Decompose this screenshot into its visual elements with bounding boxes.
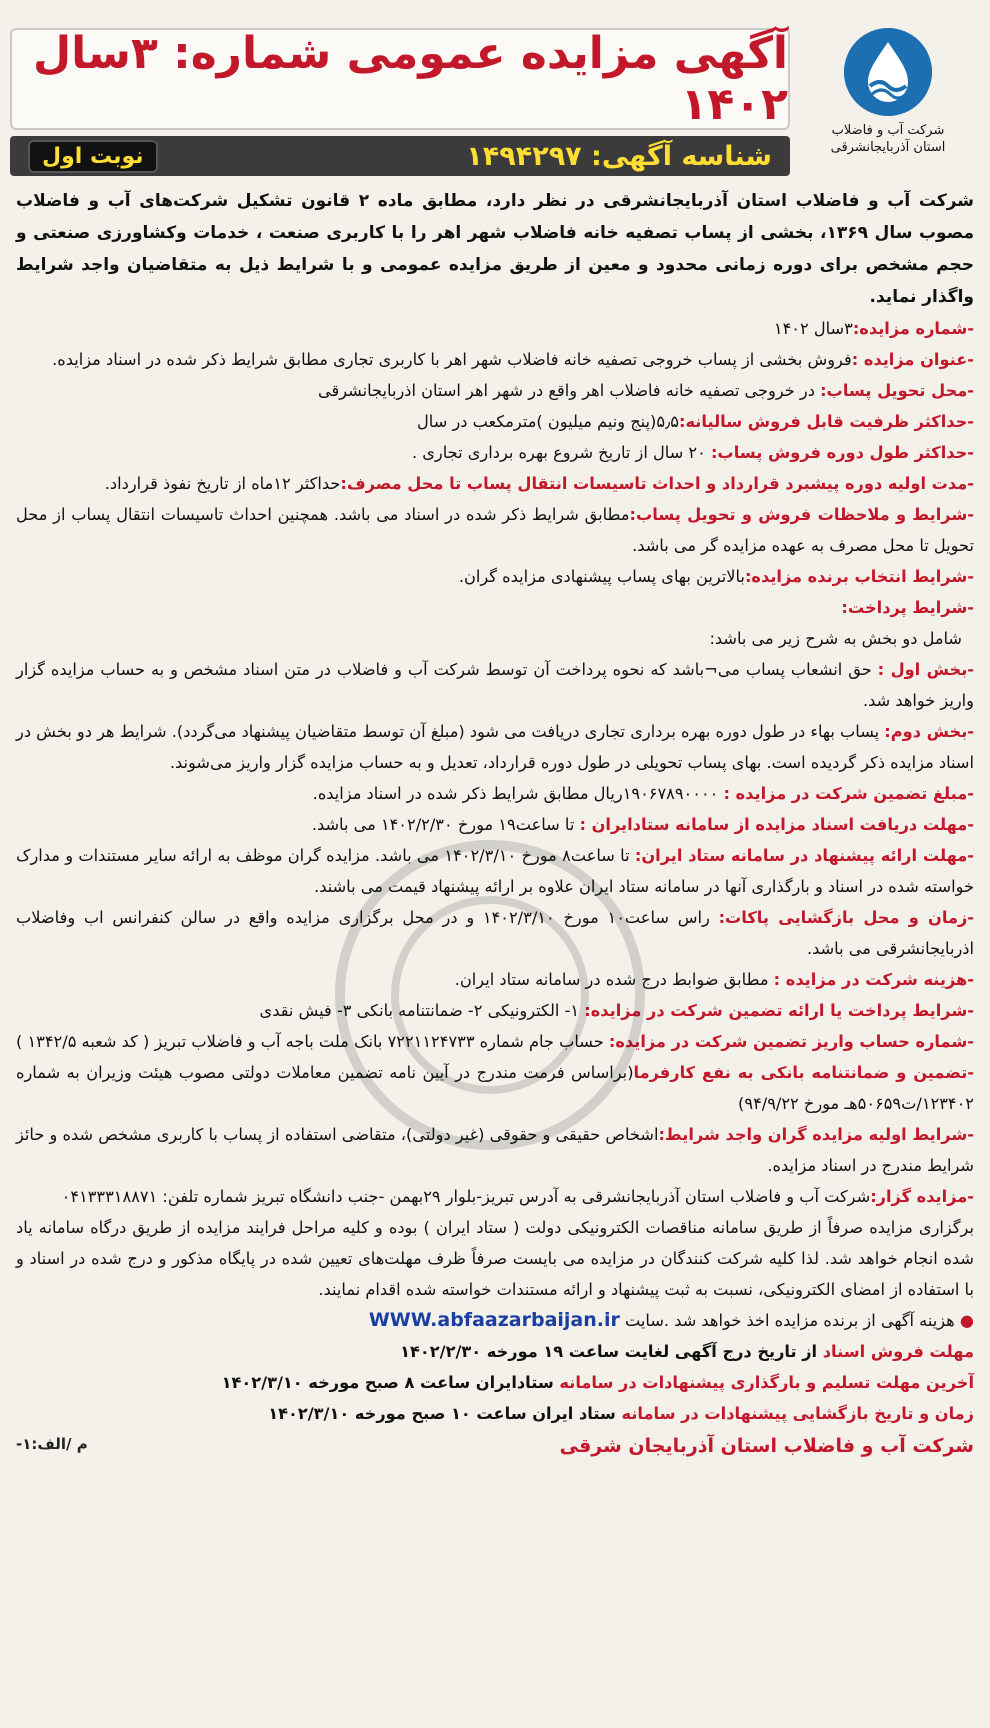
condition-text: اشخاص حقیقی و حقوقی (غیر دولتی)، متقاضی استفاده از پساب با کاربری مشخص شده و حائز شرایط مندرج در اسناد مزایده. bbox=[16, 1125, 974, 1175]
company-logo-block bbox=[808, 28, 968, 156]
condition-text: راس ساعت۱۰ مورخ ۱۴۰۲/۳/۱۰ و در محل برگزاری مزایده واقع در سالن کنفرانس اب وفاضلاب اذربایجانشرقی می باشد. bbox=[16, 908, 974, 958]
condition-item bbox=[16, 375, 974, 406]
condition-label: -شرایط انتخاب برنده مزایده: bbox=[744, 567, 974, 586]
condition-label: -بخش اول : bbox=[877, 660, 974, 679]
page-title: آگهی مزایده عمومی شماره: ۳سال ۱۴۰۲ bbox=[32, 28, 788, 130]
condition-text: پساب بهاء در طول دوره بهره برداری تجاری دریافت می شود (مبلغ آن توسط متقاضیان پیشنهاد می‌گردد). شرایط هر دو بخش در اسناد مزایده ذکر گردیده است. بهای پساب تحویلی در طول دوره قرارداد، تعدیل و به حساب مزایده گزار واریز می‌شوند. bbox=[16, 722, 974, 772]
condition-text: حساب جام شماره ۷۲۲۱۱۲۴۷۳۳ بانک ملت باجه آب و فاضلاب تبریز ( کد شعبه ۱۳۴۲/۵ ) bbox=[16, 1032, 609, 1051]
deadline-row bbox=[16, 1336, 974, 1367]
condition-item bbox=[16, 406, 974, 437]
deadline-row bbox=[16, 1398, 974, 1429]
header bbox=[10, 10, 980, 185]
condition-text: تا ساعت۱۹ مورخ ۱۴۰۲/۲/۳۰ می باشد. bbox=[311, 815, 580, 834]
condition-text: (براساس فرمت مندرج در آیین نامه تضمین معاملات دولتی مصوب هیئت وزیران به شماره ۱۲۳۴۰۲/ت۵۰۶۵۹هـ مورخ ۹۴/۹/۲۲) bbox=[16, 1063, 974, 1113]
condition-item bbox=[16, 313, 974, 344]
condition-label: -بخش دوم: bbox=[884, 722, 974, 741]
footer bbox=[10, 1429, 980, 1457]
condition-item bbox=[16, 561, 974, 592]
intro-paragraph: شرکت آب و فاضلاب استان آذربایجانشرقی در نظر دارد، مطابق ماده ۲ قانون تشکیل شرکت‌های آب و فاضلاب مصوب سال ۱۳۶۹، بخشی از پساب تصفیه خانه فاضلاب شهر اهر را با کاربری صنعت ، خدمات وکشاورزی صنعتی و حجم مشخص برای دوره زمانی محدود و معین از طریق مزایده عمومی و با شرایط ذیل به متقاضیان واجد شرایط واگذار نماید. bbox=[16, 191, 974, 307]
condition-label: -مهلت دریافت اسناد مزایده از سامانه ستادایران : bbox=[579, 815, 974, 834]
bullet-icon: ● bbox=[959, 1311, 974, 1330]
condition-label: -محل تحویل پساب: bbox=[820, 381, 974, 400]
footer-code: م /الف:۱- bbox=[16, 1435, 88, 1453]
condition-label: -حداکثر ظرفیت قابل فروش سالیانه: bbox=[679, 412, 974, 431]
condition-item bbox=[16, 1057, 974, 1119]
condition-item bbox=[16, 902, 974, 964]
condition-label: -زمان و محل بازگشایی پاکات: bbox=[718, 908, 975, 927]
water-drop-logo-icon bbox=[844, 28, 932, 116]
condition-label: -حداکثر طول دوره فروش پساب: bbox=[710, 443, 974, 462]
condition-label: -شماره حساب واریز تضمین شرکت در مزایده: bbox=[608, 1032, 974, 1051]
condition-text: در خروجی تصفیه خانه فاضلاب اهر واقع در شهر اهر استان اذربایجانشرقی bbox=[318, 381, 821, 400]
condition-label: -هزینه شرکت در مزایده : bbox=[773, 970, 974, 989]
condition-item bbox=[16, 964, 974, 995]
condition-item bbox=[16, 995, 974, 1026]
deadline-text: ستادایران ساعت ۸ صبح مورخه ۱۴۰۲/۳/۱۰ bbox=[221, 1373, 554, 1392]
cost-note-text: هزینه آگهی از برنده مزایده اخذ خواهد شد .سایت bbox=[625, 1311, 955, 1330]
deadline-row bbox=[16, 1367, 974, 1398]
condition-item bbox=[16, 623, 974, 654]
condition-text: شرکت آب و فاضلاب استان آذربایجانشرقی به آدرس تبریز-بلوار ۲۹بهمن -جنب دانشگاه تبریز شماره تلفن: ۰۴۱۳۳۳۱۸۸۷۱ bbox=[61, 1187, 871, 1206]
condition-text: مطابق ضوابط درج شده در سامانه ستاد ایران. bbox=[454, 970, 774, 989]
deadline-text: از تاریخ درج آگهی لغایت ساعت ۱۹ مورخه ۱۴۰۲/۲/۳۰ bbox=[400, 1342, 818, 1361]
condition-item bbox=[16, 1181, 974, 1212]
closing-paragraph: برگزاری مزایده صرفاً از طریق سامانه مناقصات الکترونیکی دولت ( ستاد ایران ) بوده و کلیه مراحل فرایند مزایده از طریق درگاه سامانه یاد شده انجام خواهد شد. لذا کلیه شرکت کنندگان در مزایده می بایست صرفاً ظرف مهلت‌های تعیین شده در پایگاه مذکور و درج شده در اسناد و با استفاده از امضای الکترونیکی، نسبت به ثبت پیشنهاد و ارائه مستندات خواسته شده اقدام نمایند. bbox=[16, 1218, 974, 1299]
logo-caption bbox=[808, 122, 968, 156]
condition-label: -مزایده گزار: bbox=[870, 1187, 974, 1206]
condition-item bbox=[16, 499, 974, 561]
condition-item bbox=[16, 840, 974, 902]
deadline-label: زمان و تاریخ بازگشایی پیشنهادات در سامانه bbox=[621, 1404, 974, 1423]
condition-item bbox=[16, 1119, 974, 1181]
condition-item bbox=[16, 716, 974, 778]
logo-caption-line2: استان آذربایجانشرقی bbox=[830, 140, 946, 155]
condition-text: بالاترین بهای پساب پیشنهادی مزایده گران. bbox=[458, 567, 745, 586]
condition-item bbox=[16, 592, 974, 623]
condition-text: ۳سال ۱۴۰۲ bbox=[773, 319, 853, 338]
condition-label: -مهلت ارائه پیشنهاد در سامانه ستاد ایران: bbox=[634, 846, 975, 865]
website-link[interactable]: WWW.abfaazarbaijan.ir bbox=[368, 1309, 620, 1331]
condition-label: -شرایط پرداخت یا ارائه تضمین شرکت در مزایده: bbox=[584, 1001, 974, 1020]
logo-caption-line1: شرکت آب و فاضلاب bbox=[831, 123, 945, 138]
condition-label: -شرایط و ملاحظات فروش و تحویل پساب: bbox=[629, 505, 974, 524]
deadlines-list bbox=[16, 1336, 974, 1429]
round-badge: نوبت اول bbox=[28, 140, 158, 173]
condition-label: -تضمین و ضمانتنامه بانکی به نفع کارفرما bbox=[633, 1063, 974, 1082]
condition-item bbox=[16, 1026, 974, 1057]
condition-item bbox=[16, 654, 974, 716]
notice-id: شناسه آگهی: ۱۴۹۴۲۹۷ bbox=[466, 140, 772, 172]
condition-text: ۱۹۰۶۷۸۹۰۰۰۰ریال مطابق شرایط ذکر شده در اسناد مزایده. bbox=[312, 784, 724, 803]
condition-label: -عنوان مزایده : bbox=[851, 350, 974, 369]
condition-text: تا ساعت۸ مورخ ۱۴۰۲/۳/۱۰ می باشد. مزایده گران موظف به ارائه سایر مستندات و مدارک خواسته شده در اسناد و بارگذاری آنها در سامانه ستاد ایران علاوه بر ارائه پیشنهاد قیمت می باشند. bbox=[16, 846, 974, 896]
condition-label: -شرایط اولیه مزایده گران واجد شرایط: bbox=[658, 1125, 974, 1144]
condition-item bbox=[16, 778, 974, 809]
condition-text: حداکثر ۱۲ماه از تاریخ نفوذ قرارداد. bbox=[104, 474, 341, 493]
title-box bbox=[10, 28, 790, 130]
condition-text: ۱- الکترونیکی ۲- ضمانتنامه بانکی ۳- فیش نقدی bbox=[259, 1001, 585, 1020]
condition-item bbox=[16, 344, 974, 375]
condition-item bbox=[16, 437, 974, 468]
condition-label: -شرایط پرداخت: bbox=[841, 598, 974, 617]
condition-text: حق انشعاب پساب می¬باشد که نحوه پرداخت آن توسط شرکت آب و فاضلاب در متن اسناد مشخص و به حساب مزایده گزار واریز خواهد شد. bbox=[16, 660, 974, 710]
deadline-label: آخرین مهلت تسلیم و بارگذاری پیشنهادات در سامانه bbox=[559, 1373, 974, 1392]
condition-text: ۵٫۵(پنج ونیم میلیون )مترمکعب در سال bbox=[417, 412, 680, 431]
condition-label: -مدت اولیه دوره پیشبرد قرارداد و احداث تاسیسات انتقال پساب تا محل مصرف: bbox=[340, 474, 974, 493]
deadline-text: ستاد ایران ساعت ۱۰ صبح مورخه ۱۴۰۲/۳/۱۰ bbox=[268, 1404, 616, 1423]
condition-item bbox=[16, 809, 974, 840]
condition-label: -شماره مزایده: bbox=[852, 319, 974, 338]
footer-signature: شرکت آب و فاضلاب استان آذربایجان شرقی bbox=[559, 1435, 974, 1457]
condition-text: مطابق شرایط ذکر شده در اسناد می باشد. همچنین احداث تاسیسات انتقال پساب از محل تحویل تا محل مصرف به عهده مزایده گر می باشد. bbox=[16, 505, 974, 555]
cost-note bbox=[16, 1305, 974, 1336]
notice-body bbox=[10, 185, 980, 1429]
condition-label: -مبلغ تضمین شرکت در مزایده : bbox=[723, 784, 974, 803]
subtitle-bar bbox=[10, 136, 790, 176]
conditions-list bbox=[16, 313, 974, 1212]
condition-text: ۲۰ سال از تاریخ شروع بهره برداری تجاری . bbox=[411, 443, 711, 462]
condition-text: شامل دو بخش به شرح زیر می باشد: bbox=[709, 629, 962, 648]
deadline-label: مهلت فروش اسناد bbox=[822, 1342, 974, 1361]
condition-item bbox=[16, 468, 974, 499]
condition-text: فروش بخشی از پساب خروجی تصفیه خانه فاضلاب شهر اهر با کاربری تجاری مطابق شرایط ذکر شده در اسناد مزایده. bbox=[52, 350, 852, 369]
